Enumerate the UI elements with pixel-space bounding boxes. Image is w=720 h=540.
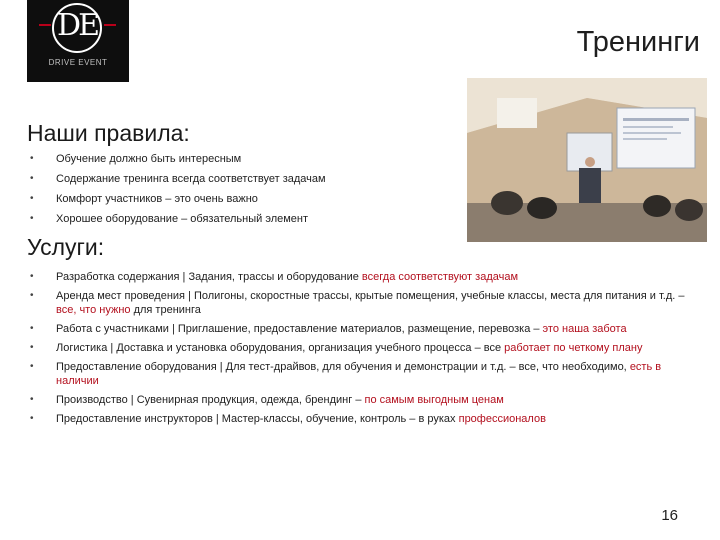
logo-accent-left [39,24,51,26]
services-list [30,270,692,426]
services-item: • Предоставление оборудования | Для тест-драйвов, для обучения и демонстрации и т.д. – все, что необходимо, есть в наличии [30,360,692,388]
rules-item: • Хорошее оборудование – обязательный элемент [30,212,460,226]
services-item: • Разработка содержания | Задания, трассы и оборудование всегда соответствуют задачам [30,270,692,284]
services-item: • Работа с участниками | Приглашение, предоставление материалов, размещение, перевозка – это наша забота [30,322,692,336]
training-room-photo [467,78,707,242]
services-item: • Производство | Сувенирная продукция, одежда, брендинг – по самым выгодным ценам [30,393,692,407]
drive-event-logo [27,0,129,82]
services-item: • Аренда мест проведения | Полигоны, скоростные трассы, крытые помещения, учебные классы, места для питания и т.д. – все, что нужно для тренинга [30,289,692,317]
logo-caption: DRIVE EVENT [48,58,108,67]
page-number: 16 [661,507,678,524]
rules-list [30,152,460,226]
rules-item: • Комфорт участников – это очень важно [30,192,460,206]
page-title: Тренинги [576,26,700,58]
services-item: • Логистика | Доставка и установка оборудования, организация учебного процесса – все работает по четкому плану [30,341,692,355]
services-item: • Предоставление инструкторов | Мастер-классы, обучение, контроль – в руках профессионалов [30,412,692,426]
services-heading: Услуги: [27,234,105,260]
logo-letters: DE [57,8,97,43]
rules-item: • Обучение должно быть интересным [30,152,460,166]
rules-item: • Содержание тренинга всегда соответствует задачам [30,172,460,186]
rules-heading: Наши правила: [27,120,190,146]
logo-accent-right [104,24,116,26]
